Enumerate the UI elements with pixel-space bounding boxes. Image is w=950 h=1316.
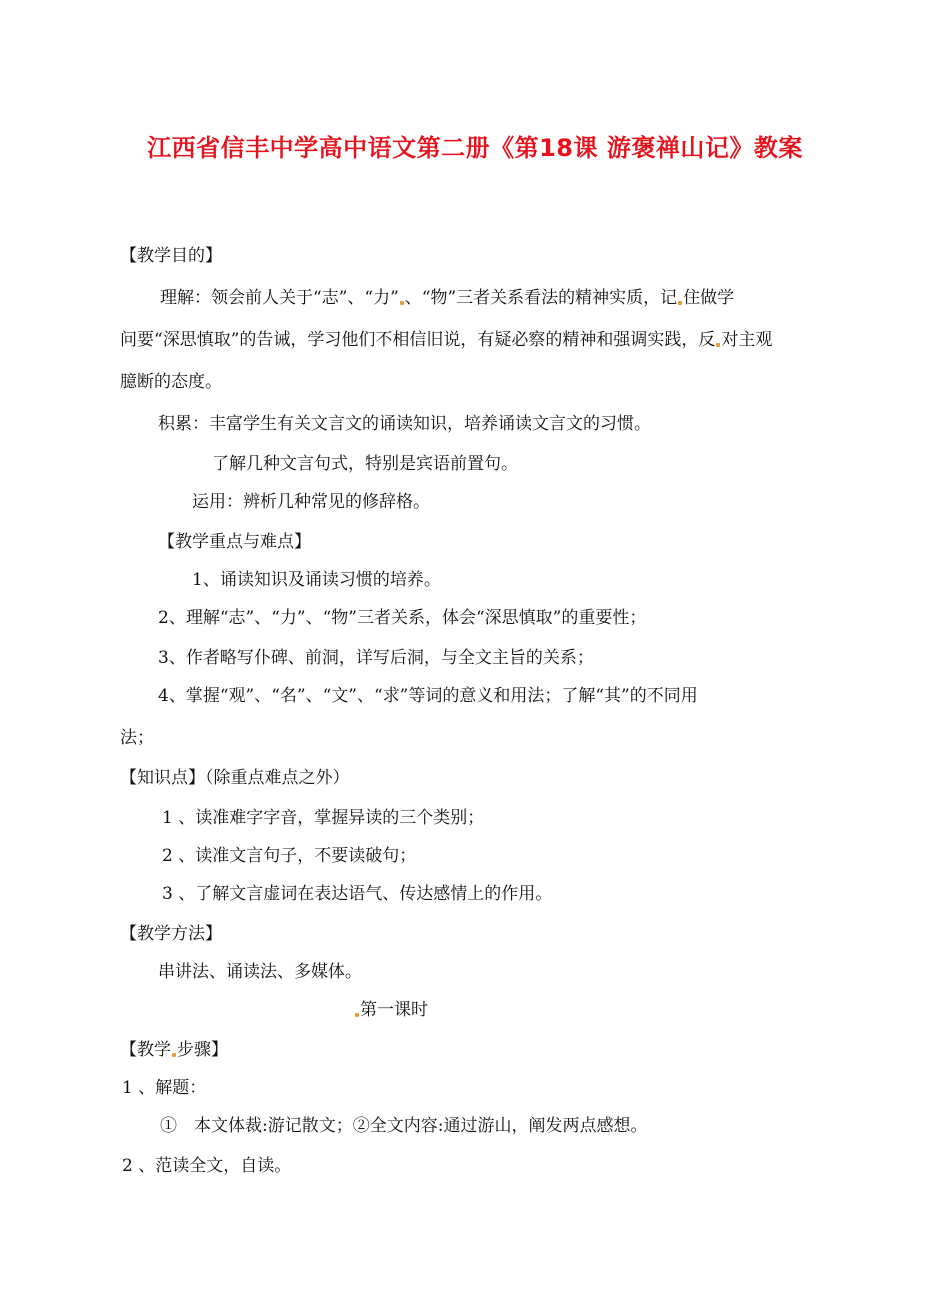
accumulation-line-2: 了解几种文言句式，特别是宾语前置句。 — [212, 454, 518, 474]
knowledge-2: 2 、读准文言句子，不要读破句； — [162, 846, 417, 866]
methods-text: 串讲法、诵读法、多媒体。 — [158, 962, 362, 982]
methods-heading: 【教学方法】 — [120, 924, 222, 944]
objectives-heading: 【教学目的】 — [120, 246, 222, 266]
understanding-line-2 — [120, 328, 772, 352]
mark-dot — [400, 301, 404, 305]
knowledge-1: 1 、读准难字字音，掌握异读的三个类别； — [162, 808, 485, 828]
keypoint-3: 3、作者略写仆碑、前洞，详写后洞，与全文主旨的关系； — [158, 648, 594, 668]
understanding-line-1 — [160, 286, 734, 310]
mark-dot — [172, 1053, 176, 1057]
keypoints-heading: 【教学重点与难点】 — [158, 532, 311, 552]
keypoint-2: 2、理解“志”、“力”、“物”三者关系，体会“深思慎取”的重要性； — [158, 608, 647, 628]
understanding-text-d: 问要“深思慎取”的告诫，学习他们不相信旧说，有疑必察的精神和强调实践，反 — [120, 330, 716, 350]
accumulation-line-1: 积累：丰富学生有关文言文的诵读知识，培养诵读文言文的习惯。 — [158, 414, 651, 434]
steps-heading-b: 步骤】 — [177, 1040, 228, 1060]
mark-dot — [355, 1013, 359, 1017]
keypoint-1: 1、诵读知识及诵读习惯的培养。 — [192, 570, 441, 590]
mark-dot — [678, 301, 682, 305]
step-1: 1 、解题： — [122, 1078, 207, 1098]
understanding-text-a: 理解：领会前人关于“志”、“力” — [160, 288, 399, 308]
knowledge-3: 3 、了解文言虚词在表达语气、传达感情上的作用。 — [162, 884, 553, 904]
step-1-detail: ① 本文体裁:游记散文；②全文内容:通过游山，阐发两点感想。 — [160, 1116, 648, 1136]
lesson-text: 第一课时 — [360, 1000, 428, 1020]
keypoint-4: 4、掌握“观”、“名”、“文”、“求”等词的意义和用法；了解“其”的不同用 — [158, 686, 698, 706]
steps-heading — [120, 1038, 228, 1062]
understanding-text-e: 对主观 — [721, 330, 773, 350]
lesson-label — [354, 998, 428, 1022]
document-title: 江西省信丰中学高中语文第二册《第18课 游褒禅山记》教案 — [147, 134, 803, 162]
understanding-text-b: 、“物”三者关系看法的精神实质，记 — [404, 288, 678, 308]
application-line: 运用：辨析几种常见的修辞格。 — [192, 492, 430, 512]
keypoint-4-cont: 法； — [120, 728, 154, 748]
understanding-text-c: 住做学 — [683, 288, 735, 308]
steps-heading-a: 【教学 — [120, 1040, 171, 1060]
knowledge-heading: 【知识点】（除重点难点之外） — [120, 768, 350, 788]
mark-dot — [716, 343, 720, 347]
step-2: 2 、范读全文，自读。 — [122, 1156, 292, 1176]
understanding-line-3: 臆断的态度。 — [120, 372, 222, 392]
